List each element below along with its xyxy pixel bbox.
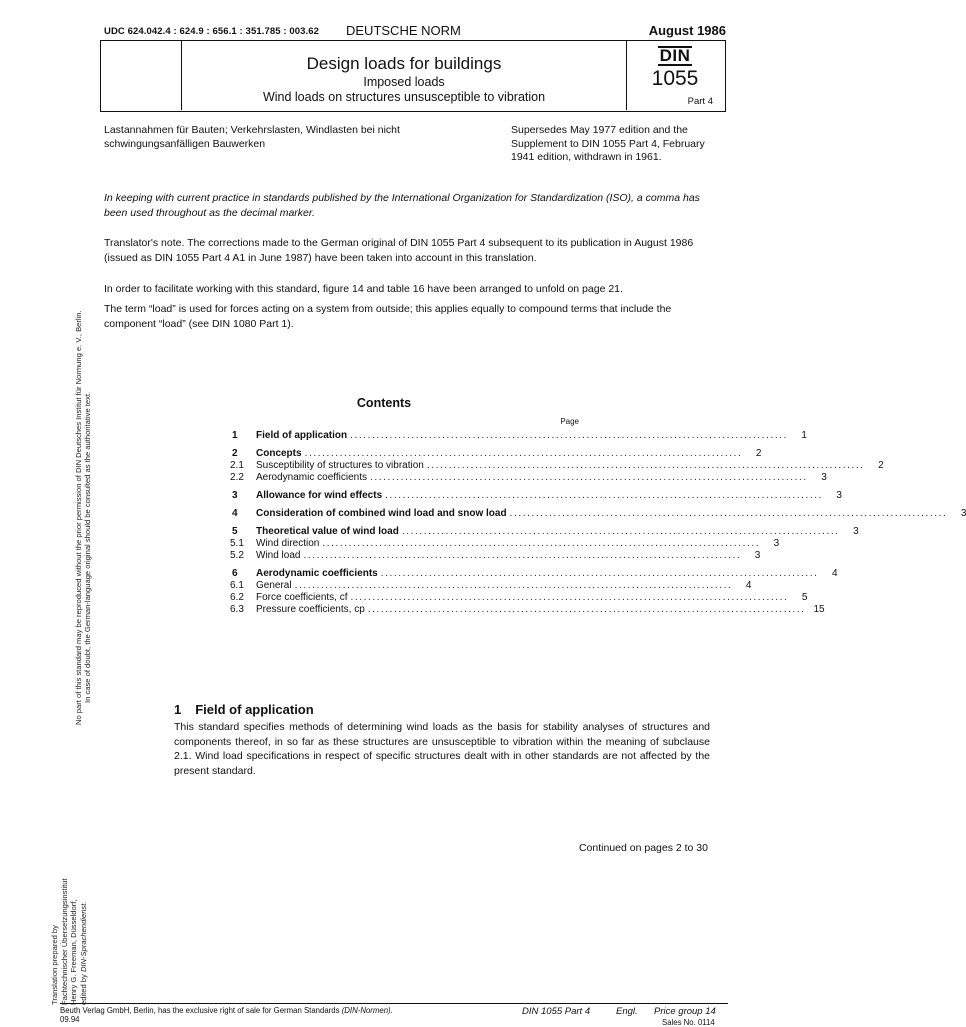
toc-leader: .................................................................................................... xyxy=(401,526,840,537)
toc-entry[interactable] xyxy=(230,490,842,502)
translator-line: Henry G. Freeman, Düsseldorf, xyxy=(69,899,78,1005)
toc-number: 5.2 xyxy=(230,550,244,561)
toc-number: 3 xyxy=(232,490,238,501)
toc-entry[interactable] xyxy=(230,568,838,580)
title-cell xyxy=(181,41,627,110)
toc-title: Consideration of combined wind load and snow load xyxy=(256,508,507,519)
toc-number: 6.3 xyxy=(230,604,244,615)
toc-leader: .................................................................................................... xyxy=(367,604,806,615)
document-subtitle-2: Wind loads on structures unsusceptible to vibration xyxy=(262,90,546,104)
toc-title: Susceptibility of structures to vibration xyxy=(256,460,424,471)
continued-note: Continued on pages 2 to 30 xyxy=(578,842,708,854)
price-group: Price group 14 xyxy=(654,1006,716,1017)
udc-classification: UDC 624.042.4 : 624.9 : 656.1 : 351.785 : 003.62 xyxy=(104,26,319,37)
toc-title: Aerodynamic coefficients xyxy=(256,568,378,579)
toc-number: 1 xyxy=(232,430,238,441)
translator-edited-by: edited by xyxy=(78,974,88,1005)
toc-title: General xyxy=(256,580,292,591)
toc-leader: .................................................................................................... xyxy=(509,508,948,519)
toc-title: Pressure coefficients, cp xyxy=(256,604,365,615)
supersedes-note: Supersedes May 1977 edition and the Supplement to DIN 1055 Part 4, February 1941 edition, withdrawn in 1961. xyxy=(511,124,705,163)
toc-number: 2.1 xyxy=(230,460,244,471)
header-box xyxy=(100,40,726,112)
translator-editor: DIN-Sprachendienst. xyxy=(78,901,88,973)
toc-page: 3 xyxy=(754,550,761,561)
toc-number: 2.2 xyxy=(230,472,244,483)
toc-title: Field of application xyxy=(256,430,348,441)
figure-note: In order to facilitate working with this standard, figure 14 and table 16 have been arranged to unfold on page 21. xyxy=(104,283,623,295)
toc-page: 2 xyxy=(878,460,884,471)
translator-line xyxy=(79,785,89,1005)
toc-leader: .................................................................................................... xyxy=(294,580,733,591)
toc-page: 3 xyxy=(773,538,780,549)
load-term-note: The term “load” is used for forces acting on a system from outside; this applies equally to compound terms that include the component “load” (see DIN 1080 Part 1). xyxy=(104,303,672,330)
toc-number: 6 xyxy=(232,568,238,579)
toc-page: 4 xyxy=(832,568,838,579)
copyright-notice xyxy=(74,265,92,725)
toc-title: Force coefficients, cf xyxy=(256,592,348,603)
toc-leader: .................................................................................................... xyxy=(385,490,823,501)
toc-leader: .................................................................................................... xyxy=(369,472,808,483)
toc-title: Concepts xyxy=(256,448,302,459)
toc-entry[interactable] xyxy=(230,526,859,538)
toc-title: Wind direction xyxy=(256,538,320,549)
toc-number: 4 xyxy=(232,508,238,519)
toc-entry[interactable] xyxy=(230,538,780,550)
toc-entry[interactable] xyxy=(230,460,884,472)
toc-entry[interactable] xyxy=(230,448,762,460)
toc-leader: .................................................................................................... xyxy=(304,448,743,459)
toc-entry[interactable] xyxy=(230,508,966,520)
toc-title: Wind load xyxy=(256,550,301,561)
toc-title: Theoretical value of wind load xyxy=(256,526,399,537)
din-number: 1055 xyxy=(651,67,699,90)
translator-credit xyxy=(50,785,88,1005)
toc-leader: .................................................................................................... xyxy=(350,430,788,441)
translator-line: Translation prepared by xyxy=(50,925,59,1005)
toc-page: 4 xyxy=(745,580,752,591)
din-part: Part 4 xyxy=(687,96,713,107)
toc-number: 5 xyxy=(232,526,238,537)
standard-designation: DIN 1055 Part 4 xyxy=(522,1006,591,1017)
toc-leader: .................................................................................................... xyxy=(322,538,761,549)
toc-entry[interactable] xyxy=(230,550,761,562)
din-logo-icon: DIN xyxy=(659,46,691,65)
iso-note: In keeping with current practice in standards published by the International Organization for Standardization (ISO), a comma has been used throughout as the decimal marker. xyxy=(104,192,700,219)
din-cell xyxy=(625,41,725,110)
toc-number: 6.2 xyxy=(230,592,244,603)
publisher-text: Beuth Verlag GmbH, Berlin, has the exclusive right of sale for German Standards xyxy=(60,1006,340,1015)
toc-entry[interactable] xyxy=(230,430,807,442)
footer-rule xyxy=(60,1003,728,1004)
toc-page: 2 xyxy=(755,448,762,459)
toc-entry[interactable] xyxy=(230,472,827,484)
issue-date: August 1986 xyxy=(648,23,726,38)
sales-number: Sales No. 0114 xyxy=(662,1018,715,1027)
toc-page: 3 xyxy=(960,508,966,519)
copyright-line: No part of this standard may be reproduced without the prior permission of DIN Deutsches Institut für Normung e. V., Berlin. xyxy=(74,310,83,725)
publisher-notice xyxy=(60,1006,393,1015)
toc-title: Allowance for wind effects xyxy=(256,490,383,501)
toc-leader: .................................................................................................... xyxy=(303,550,742,561)
section-title: Field of application xyxy=(195,702,314,717)
norm-label: DEUTSCHE NORM xyxy=(346,23,461,38)
contents-heading: Contents xyxy=(356,396,412,410)
translator-line: Fachtechnischer Übersetzungsinstitut xyxy=(59,878,69,1005)
document-subtitle: Imposed loads xyxy=(363,75,445,89)
page-column-label: Page xyxy=(560,417,579,426)
toc-entry[interactable] xyxy=(230,604,825,616)
print-date: 09.94 xyxy=(60,1015,80,1024)
section-number: 1 xyxy=(174,702,182,717)
section-heading xyxy=(174,702,314,717)
document-title: Design loads for buildings xyxy=(306,54,502,73)
toc-page: 5 xyxy=(801,592,808,603)
toc-page: 3 xyxy=(853,526,859,537)
german-title: Lastannahmen für Bauten; Verkehrslasten, Windlasten bei nicht schwingungsanfälligen Bauwerken xyxy=(104,124,400,150)
toc-page: 1 xyxy=(801,430,807,441)
toc-number: 6.1 xyxy=(230,580,244,591)
publisher-text-italic: (DIN-Normen). xyxy=(341,1006,393,1015)
toc-page: 3 xyxy=(821,472,827,483)
toc-leader: .................................................................................................... xyxy=(380,568,819,579)
toc-entry[interactable] xyxy=(230,592,808,604)
toc-page: 3 xyxy=(836,490,842,501)
toc-title: Aerodynamic coefficients xyxy=(256,472,367,483)
toc-leader: .................................................................................................... xyxy=(426,460,865,471)
language-code: Engl. xyxy=(616,1006,638,1017)
section-body: This standard specifies methods of determining wind loads as the basis for stability analyses of structures and components thereof, in so far as these structures are unsusceptible to vibration within the meaning of subclause 2.1. Wind load specifications in respect of specific structures dealt with in other standards are not affected by the present standard. xyxy=(174,721,710,777)
toc-leader: .................................................................................................... xyxy=(350,592,789,603)
toc-number: 2 xyxy=(232,448,238,459)
toc-entry[interactable] xyxy=(230,580,752,592)
copyright-line: In case of doubt, the German-language original should be consulted as the authoritative text. xyxy=(83,391,92,703)
toc-number: 5.1 xyxy=(230,538,244,549)
toc-page: 15 xyxy=(813,604,825,615)
translator-note: Translator's note. The corrections made to the German original of DIN 1055 Part 4 subsequent to its publication in August 1986 (issued as DIN 1055 Part 4 A1 in June 1987) have been taken into account in this translation. xyxy=(104,237,694,264)
